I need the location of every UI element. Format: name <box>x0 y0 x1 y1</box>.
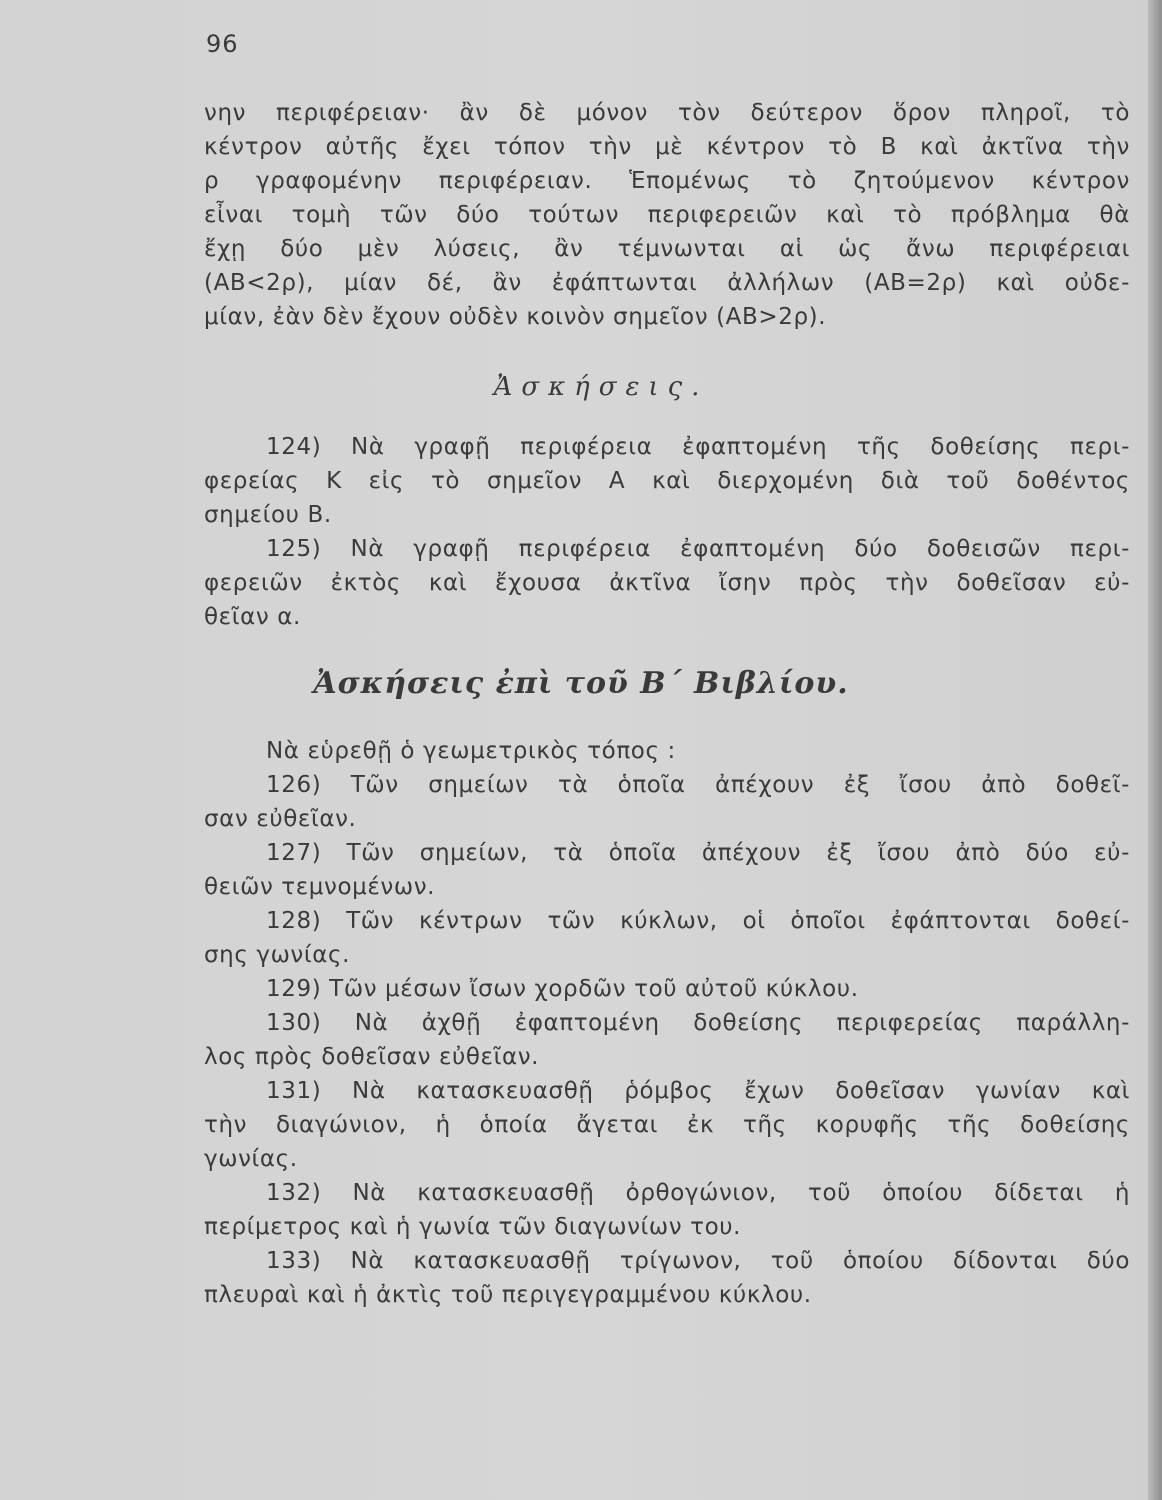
text-line: λος πρὸς δοθεῖσαν εὐθεῖαν. <box>204 1044 540 1070</box>
section-heading-exercises: Ἀσκήσεις. <box>493 372 709 402</box>
text-line: γωνίας. <box>204 1146 298 1172</box>
text-line: 124) Νὰ γραφῇ περιφέρεια ἐφαπτομένη τῆς δοθείσης περι- <box>266 434 1130 460</box>
text-line: φερειῶν ἐκτὸς καὶ ἔχουσα ἀκτῖνα ἴσην πρὸς τὴν δοθεῖσαν εὐ- <box>204 570 1130 596</box>
exercise-item <box>204 768 1130 836</box>
exercise-item <box>204 532 1130 634</box>
exercise-item <box>204 430 1130 532</box>
text-line: 131) Νὰ κατασκευασθῇ ῥόμβος ἔχων δοθεῖσαν γωνίαν καὶ <box>266 1078 1130 1104</box>
text-line: θεῖαν α. <box>204 604 301 630</box>
intro-paragraph <box>204 96 1130 334</box>
section-intro-line: Νὰ εὑρεθῇ ὁ γεωμετρικὸς τόπος : <box>266 738 676 764</box>
text-line: 133) Νὰ κατασκευασθῇ τρίγωνον, τοῦ ὁποίου δίδονται δύο <box>266 1248 1130 1274</box>
text-line: 130) Νὰ ἀχθῇ ἐφαπτομένη δοθείσης περιφερείας παράλλη- <box>266 1010 1130 1036</box>
text-line: τὴν διαγώνιον, ἡ ὁποία ἄγεται ἐκ τῆς κορυφῆς τῆς δοθείσης <box>204 1112 1130 1138</box>
text-line: μίαν, ἐὰν δὲν ἔχουν οὐδὲν κοινὸν σημεῖον (AB>2ρ). <box>204 304 827 330</box>
text-line: (AB<2ρ), μίαν δέ, ἂν ἐφάπτωνται ἀλλήλων (AB=2ρ) καὶ οὐδε- <box>204 270 1130 296</box>
text-line: ρ γραφομένην περιφέρειαν. Ἑπομένως τὸ ζητούμενον κέντρον <box>204 168 1130 194</box>
text-line: σης γωνίας. <box>204 942 351 968</box>
exercise-item <box>204 1006 1130 1074</box>
page-edge-shadow <box>1148 0 1162 1500</box>
exercise-list-2 <box>204 734 1130 1312</box>
exercise-item <box>204 904 1130 972</box>
exercise-item <box>204 1244 1130 1312</box>
text-line: 129) Τῶν μέσων ἴσων χορδῶν τοῦ αὐτοῦ κύκλου. <box>266 976 859 1002</box>
exercise-list-1 <box>204 430 1130 634</box>
text-line: θειῶν τεμνομένων. <box>204 874 436 900</box>
text-line: εἶναι τομὴ τῶν δύο τούτων περιφερειῶν καὶ τὸ πρόβλημα θὰ <box>204 202 1130 228</box>
text-line: σημείου B. <box>204 502 332 528</box>
exercise-item <box>204 1176 1130 1244</box>
text-line: σαν εὐθεῖαν. <box>204 806 357 832</box>
text-line: κέντρον αὐτῆς ἔχει τόπον τὴν μὲ κέντρον τὸ B καὶ ἀκτῖνα τὴν <box>204 134 1130 160</box>
text-line: 127) Τῶν σημείων, τὰ ὁποῖα ἀπέχουν ἐξ ἴσου ἀπὸ δύο εὐ- <box>266 840 1130 866</box>
page-number: 96 <box>206 30 239 58</box>
exercise-item <box>204 1074 1130 1176</box>
text-line: πλευραὶ καὶ ἡ ἀκτὶς τοῦ περιγεγραμμένου κύκλου. <box>204 1282 812 1308</box>
section-heading-book-b-exercises: Ἀσκήσεις ἐπὶ τοῦ Β΄ Βιβλίου. <box>313 666 849 701</box>
text-line: 132) Νὰ κατασκευασθῇ ὀρθογώνιον, τοῦ ὁποίου δίδεται ἡ <box>266 1180 1130 1206</box>
text-line: 126) Τῶν σημείων τὰ ὁποῖα ἀπέχουν ἐξ ἴσου ἀπὸ δοθεῖ- <box>266 772 1130 798</box>
text-line: 125) Νὰ γραφῇ περιφέρεια ἐφαπτομένη δύο δοθεισῶν περι- <box>266 536 1130 562</box>
exercise-item <box>204 836 1130 904</box>
text-line: ἔχῃ δύο μὲν λύσεις, ἂν τέμνωνται αἱ ὡς ἄνω περιφέρειαι <box>204 236 1130 262</box>
exercise-item <box>204 972 1130 1006</box>
text-line: περίμετρος καὶ ἡ γωνία τῶν διαγωνίων του. <box>204 1214 742 1240</box>
text-line: 128) Τῶν κέντρων τῶν κύκλων, οἱ ὁποῖοι ἐφάπτονται δοθεί- <box>266 908 1130 934</box>
text-line: φερείας K εἰς τὸ σημεῖον A καὶ διερχομένη διὰ τοῦ δοθέντος <box>204 468 1130 494</box>
text-line: νην περιφέρειαν· ἂν δὲ μόνον τὸν δεύτερον ὅρον πληροῖ, τὸ <box>204 100 1130 126</box>
